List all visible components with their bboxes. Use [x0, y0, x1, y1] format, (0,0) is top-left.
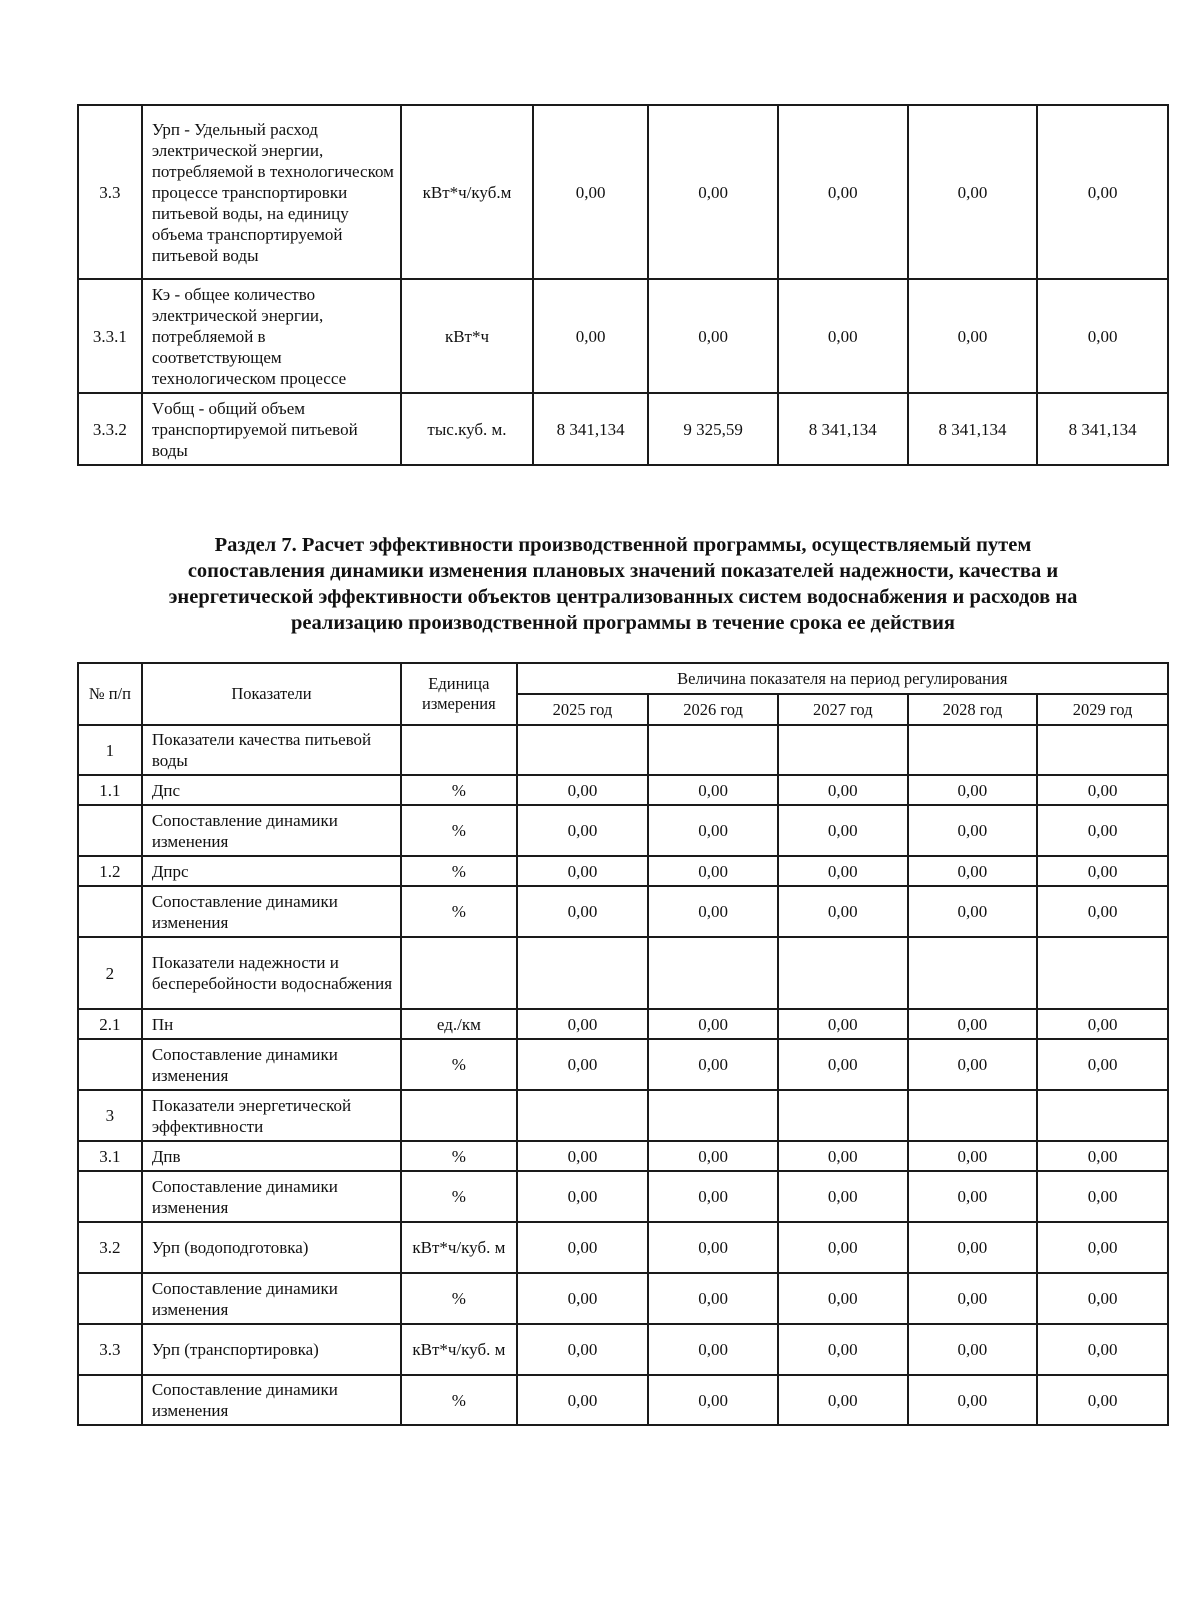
row-value: 0,00	[778, 105, 908, 279]
row-value	[517, 1090, 649, 1141]
row-value: 0,00	[778, 1375, 908, 1425]
row-value: 0,00	[1037, 1273, 1168, 1324]
row-number: 3.3.2	[78, 393, 142, 465]
table-row	[78, 1009, 1168, 1039]
row-value: 9 325,59	[648, 393, 778, 465]
row-value: 0,00	[778, 805, 908, 856]
row-value: 0,00	[778, 1171, 908, 1222]
row-indicator: Vобщ - общий объем транспортируемой питьевой воды	[142, 393, 401, 465]
row-value: 0,00	[778, 856, 908, 886]
row-value: 0,00	[1037, 1324, 1168, 1375]
row-number	[78, 1375, 142, 1425]
table-row	[78, 805, 1168, 856]
row-value: 0,00	[908, 1009, 1038, 1039]
row-value: 0,00	[908, 105, 1038, 279]
row-value: 0,00	[648, 1222, 778, 1273]
row-value	[908, 725, 1038, 775]
row-value: 0,00	[648, 886, 778, 937]
row-unit: %	[401, 886, 516, 937]
row-value: 0,00	[648, 856, 778, 886]
row-value: 0,00	[517, 1222, 649, 1273]
row-value: 0,00	[908, 1324, 1038, 1375]
row-unit: %	[401, 1039, 516, 1090]
row-value: 0,00	[1037, 279, 1168, 393]
row-value: 0,00	[648, 1141, 778, 1171]
row-value: 0,00	[778, 279, 908, 393]
row-number	[78, 805, 142, 856]
table-row	[78, 1324, 1168, 1375]
row-indicator: Сопоставление динамики изменения	[142, 1039, 401, 1090]
row-value: 0,00	[1037, 1009, 1168, 1039]
row-number: 3.3	[78, 1324, 142, 1375]
row-number: 3	[78, 1090, 142, 1141]
section-title-line: энергетической эффективности объектов централизованных систем водоснабжения и расходов на	[168, 586, 1078, 608]
row-indicator: Урп - Удельный расход электрической энергии, потребляемой в технологическом процессе транспортировки питьевой воды, на единицу объема транспортируемой питьевой воды	[142, 105, 401, 279]
row-value	[1037, 1090, 1168, 1141]
row-value: 0,00	[517, 856, 649, 886]
row-indicator: Сопоставление динамики изменения	[142, 1375, 401, 1425]
header-period: Величина показателя на период регулирования	[517, 663, 1168, 694]
table-row	[78, 775, 1168, 805]
row-value: 0,00	[648, 1009, 778, 1039]
table-row	[78, 725, 1168, 775]
row-indicator: Сопоставление динамики изменения	[142, 805, 401, 856]
row-number: 1.2	[78, 856, 142, 886]
row-indicator: Кэ - общее количество электрической энергии, потребляемой в соответствующем технологическом процессе	[142, 279, 401, 393]
row-value: 8 341,134	[778, 393, 908, 465]
row-indicator: Сопоставление динамики изменения	[142, 1171, 401, 1222]
row-value: 0,00	[908, 856, 1038, 886]
row-value: 0,00	[517, 1141, 649, 1171]
section-title-line: Раздел 7. Расчет эффективности производственной программы, осуществляемый путем	[214, 534, 1032, 556]
row-value: 0,00	[648, 805, 778, 856]
row-value: 0,00	[778, 1222, 908, 1273]
row-value: 0,00	[648, 1171, 778, 1222]
row-value	[517, 937, 649, 1009]
row-number	[78, 1273, 142, 1324]
row-value: 0,00	[648, 105, 778, 279]
row-unit: %	[401, 1141, 516, 1171]
row-unit: тыс.куб. м.	[401, 393, 533, 465]
row-value: 0,00	[648, 1324, 778, 1375]
row-number	[78, 886, 142, 937]
top-table	[77, 104, 1169, 466]
row-number: 1	[78, 725, 142, 775]
row-indicator: Дпрс	[142, 856, 401, 886]
row-value: 0,00	[1037, 1375, 1168, 1425]
row-value	[908, 1090, 1038, 1141]
table-row	[78, 279, 1168, 393]
row-value: 0,00	[517, 886, 649, 937]
row-value: 0,00	[1037, 1171, 1168, 1222]
table-row	[78, 1171, 1168, 1222]
row-value: 0,00	[517, 1273, 649, 1324]
header-year: 2025 год	[517, 694, 649, 725]
row-indicator: Сопоставление динамики изменения	[142, 886, 401, 937]
row-value	[517, 725, 649, 775]
row-number: 3.3	[78, 105, 142, 279]
row-value: 8 341,134	[1037, 393, 1168, 465]
row-value	[648, 937, 778, 1009]
row-value: 8 341,134	[533, 393, 648, 465]
table-row	[78, 1222, 1168, 1273]
row-value: 0,00	[908, 1273, 1038, 1324]
row-value	[1037, 725, 1168, 775]
row-value	[908, 937, 1038, 1009]
row-number: 1.1	[78, 775, 142, 805]
row-value: 0,00	[648, 1273, 778, 1324]
row-number: 3.3.1	[78, 279, 142, 393]
row-value: 0,00	[1037, 856, 1168, 886]
row-value: 0,00	[1037, 775, 1168, 805]
row-value	[778, 1090, 908, 1141]
row-value: 0,00	[517, 1171, 649, 1222]
row-value: 0,00	[778, 1324, 908, 1375]
row-value: 0,00	[908, 279, 1038, 393]
row-unit: %	[401, 775, 516, 805]
row-unit: кВт*ч	[401, 279, 533, 393]
row-number: 3.1	[78, 1141, 142, 1171]
row-number: 3.2	[78, 1222, 142, 1273]
row-value: 0,00	[908, 1375, 1038, 1425]
row-value: 0,00	[1037, 1039, 1168, 1090]
row-indicator: Урп (водоподготовка)	[142, 1222, 401, 1273]
header-indicator: Показатели	[142, 663, 401, 725]
row-unit: кВт*ч/куб. м	[401, 1222, 516, 1273]
row-value: 0,00	[778, 1273, 908, 1324]
row-value: 0,00	[1037, 105, 1168, 279]
row-indicator: Дпс	[142, 775, 401, 805]
section-title	[60, 532, 1186, 636]
table-row	[78, 105, 1168, 279]
table-row	[78, 886, 1168, 937]
row-unit: %	[401, 856, 516, 886]
row-value: 0,00	[648, 279, 778, 393]
row-value: 0,00	[1037, 805, 1168, 856]
row-value	[648, 1090, 778, 1141]
row-value: 0,00	[778, 775, 908, 805]
table-row	[78, 1375, 1168, 1425]
row-unit: кВт*ч/куб.м	[401, 105, 533, 279]
row-value: 0,00	[908, 886, 1038, 937]
table-row	[78, 937, 1168, 1009]
row-indicator: Показатели качества питьевой воды	[142, 725, 401, 775]
table-row	[78, 1141, 1168, 1171]
table-row	[78, 1039, 1168, 1090]
row-value	[1037, 937, 1168, 1009]
row-value: 0,00	[517, 1375, 649, 1425]
section-title-line: реализацию производственной программы в течение срока ее действия	[291, 612, 955, 634]
header-year: 2028 год	[908, 694, 1038, 725]
row-value: 0,00	[1037, 1222, 1168, 1273]
row-value: 0,00	[533, 279, 648, 393]
row-value: 0,00	[517, 1039, 649, 1090]
row-value	[778, 725, 908, 775]
row-indicator: Показатели надежности и бесперебойности водоснабжения	[142, 937, 401, 1009]
row-indicator: Дпв	[142, 1141, 401, 1171]
row-unit	[401, 937, 516, 1009]
row-value	[648, 725, 778, 775]
row-value: 0,00	[778, 886, 908, 937]
row-value: 0,00	[778, 1039, 908, 1090]
row-unit: кВт*ч/куб. м	[401, 1324, 516, 1375]
row-value: 0,00	[908, 805, 1038, 856]
row-value: 0,00	[648, 1039, 778, 1090]
row-value: 0,00	[648, 1375, 778, 1425]
row-unit: ед./км	[401, 1009, 516, 1039]
header-num: № п/п	[78, 663, 142, 725]
row-unit: %	[401, 1375, 516, 1425]
row-value: 0,00	[908, 1039, 1038, 1090]
row-value: 0,00	[908, 775, 1038, 805]
row-unit	[401, 1090, 516, 1141]
section-title-line: сопоставления динамики изменения плановых значений показателей надежности, качества и	[187, 560, 1059, 582]
row-unit: %	[401, 1273, 516, 1324]
row-value: 0,00	[908, 1141, 1038, 1171]
row-value: 0,00	[908, 1222, 1038, 1273]
row-indicator: Показатели энергетической эффективности	[142, 1090, 401, 1141]
table-row	[78, 1273, 1168, 1324]
efficiency-table	[77, 662, 1169, 1426]
header-year: 2027 год	[778, 694, 908, 725]
row-number	[78, 1171, 142, 1222]
row-value: 0,00	[517, 775, 649, 805]
row-value: 0,00	[1037, 886, 1168, 937]
row-value: 0,00	[908, 1171, 1038, 1222]
row-indicator: Пн	[142, 1009, 401, 1039]
row-unit: %	[401, 805, 516, 856]
header-year: 2026 год	[648, 694, 778, 725]
row-value: 0,00	[778, 1141, 908, 1171]
row-value: 0,00	[1037, 1141, 1168, 1171]
row-value: 0,00	[517, 805, 649, 856]
row-unit	[401, 725, 516, 775]
table-row	[78, 856, 1168, 886]
row-number	[78, 1039, 142, 1090]
header-year: 2029 год	[1037, 694, 1168, 725]
row-value: 0,00	[648, 775, 778, 805]
row-value: 8 341,134	[908, 393, 1038, 465]
row-value: 0,00	[533, 105, 648, 279]
table-row	[78, 393, 1168, 465]
row-number: 2.1	[78, 1009, 142, 1039]
row-indicator: Урп (транспортировка)	[142, 1324, 401, 1375]
row-number: 2	[78, 937, 142, 1009]
header-unit: Единица измерения	[401, 663, 516, 725]
row-value: 0,00	[517, 1324, 649, 1375]
row-value: 0,00	[778, 1009, 908, 1039]
row-value	[778, 937, 908, 1009]
row-indicator: Сопоставление динамики изменения	[142, 1273, 401, 1324]
row-value: 0,00	[517, 1009, 649, 1039]
table-row	[78, 1090, 1168, 1141]
row-unit: %	[401, 1171, 516, 1222]
